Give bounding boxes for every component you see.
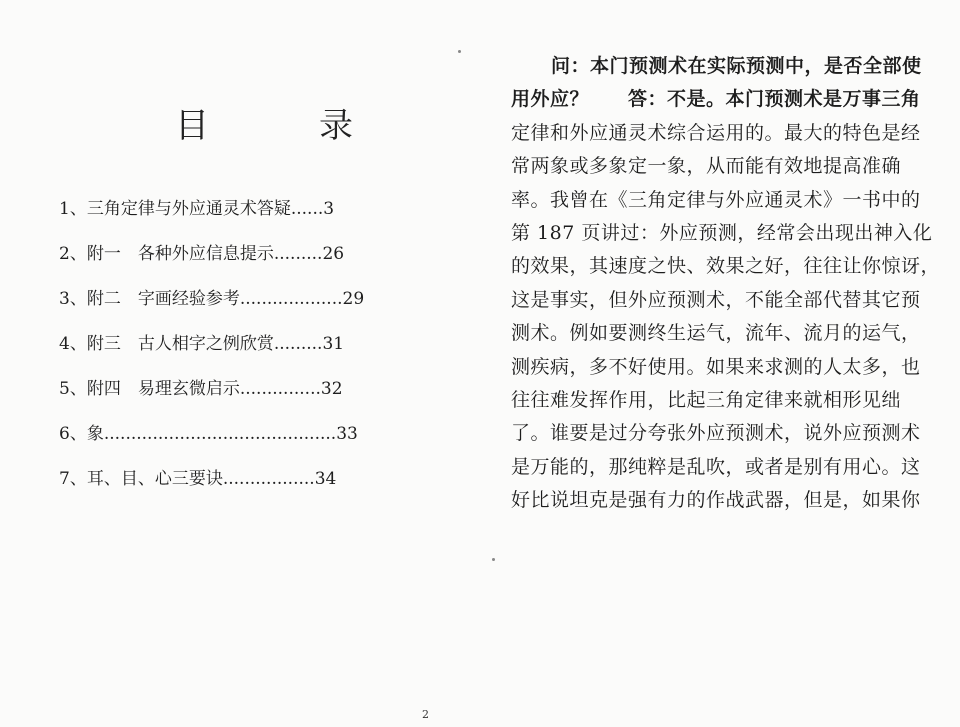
body-text — [511, 50, 941, 518]
page-number: 2 — [422, 708, 429, 721]
toc-entry — [59, 378, 389, 423]
toc-entry-page: 33 — [336, 424, 358, 444]
toc-entry-page: 3 — [323, 199, 335, 219]
body-line: 这是事实，但外应预测术，不能全部代替其它预 — [511, 288, 921, 311]
toc-entry-text: 1、三角定律与外应通灵术答疑 — [59, 199, 291, 219]
toc-entry-text: 5、附四 易理玄微启示 — [59, 379, 240, 399]
toc-entry — [59, 468, 389, 513]
toc-entry-leader: ................... — [239, 289, 343, 309]
toc-entry — [59, 333, 389, 378]
toc-entry-page: 26 — [322, 244, 345, 264]
toc-entry-leader: ............... — [239, 379, 321, 399]
toc-entry-text: 7、耳、目、心三要诀 — [59, 469, 223, 489]
toc-entry — [59, 198, 389, 243]
body-line: 定律和外应通灵术综合运用的。最大的特色是经 — [511, 121, 921, 144]
toc-entry-leader: ......... — [273, 334, 323, 354]
body-line: 是万能的，那纯粹是乱吹，或者是别有用心。这 — [511, 455, 921, 478]
toc-entry-page: 34 — [314, 469, 337, 489]
toc-entry-leader: ........................................... — [103, 424, 337, 444]
toc-list — [59, 198, 389, 513]
body-line: 测术。例如要测终生运气，流年、流月的运气， — [511, 322, 921, 345]
toc-entry-text: 4、附三 古人相字之例欣赏 — [59, 334, 274, 354]
body-line: 用外应？ 答：不是。本门预测术是万事三角 — [511, 88, 921, 111]
body-line: 的效果，其速度之快、效果之好，往往让你惊讶， — [511, 255, 941, 278]
body-line: 问：本门预测术在实际预测中，是否全部使 — [551, 55, 922, 77]
toc-entry-page: 29 — [342, 289, 365, 309]
body-line: 第 187 页讲过：外应预测，经常会出现出神入化 — [511, 222, 933, 245]
toc-entry-text: 3、附二 字画经验参考 — [59, 289, 240, 309]
scan-speck — [492, 558, 495, 561]
body-line: 率。我曾在《三角定律与外应通灵术》一书中的 — [511, 188, 921, 211]
toc-entry — [59, 288, 389, 333]
toc-entry-page: 31 — [322, 334, 345, 354]
toc-entry-leader: ................. — [222, 469, 315, 489]
body-line: 测疾病，多不好使用。如果来求测的人太多，也 — [511, 355, 921, 378]
body-line: 往往难发挥作用，比起三角定律来就相形见绌 — [511, 389, 902, 412]
toc-entry-leader: ...... — [290, 199, 324, 219]
body-line: 常两象或多象定一象，从而能有效地提高准确 — [511, 155, 902, 178]
toc-title: 目 录 — [175, 106, 391, 146]
toc-entry — [59, 243, 389, 288]
toc-entry-page: 32 — [320, 379, 343, 399]
scan-speck — [458, 50, 461, 53]
toc-entry-text: 6、象 — [59, 424, 104, 444]
body-line: 好比说坦克是强有力的作战武器，但是，如果你 — [511, 489, 921, 512]
toc-entry-text: 2、附一 各种外应信息提示 — [59, 244, 274, 264]
body-line: 了。谁要是过分夸张外应预测术，说外应预测术 — [511, 422, 921, 445]
toc-entry — [59, 423, 389, 468]
toc-entry-leader: ......... — [273, 244, 323, 264]
